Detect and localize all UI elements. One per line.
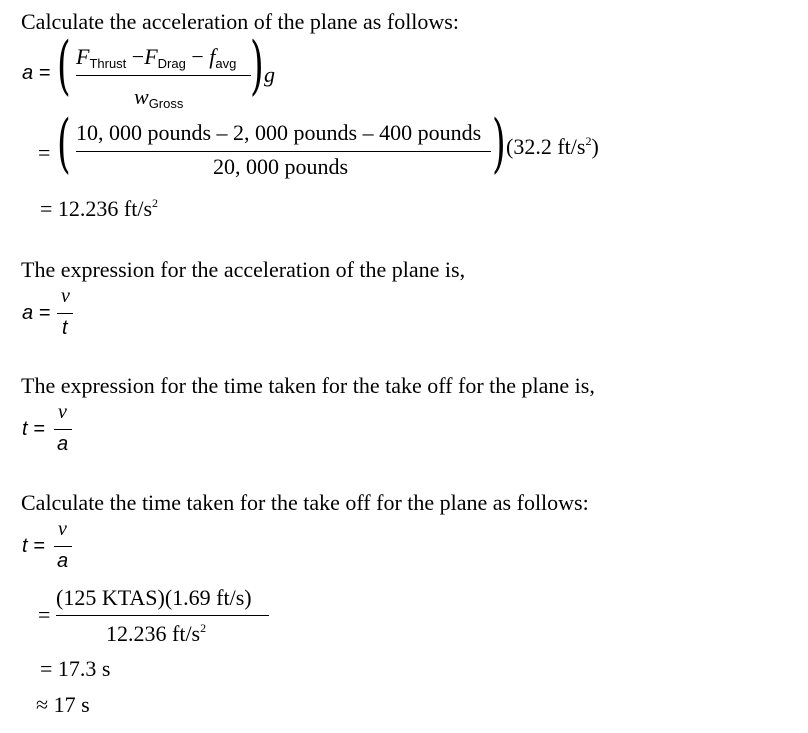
denominator-values: 20, 000 pounds: [213, 154, 349, 179]
denominator-values: [106, 621, 206, 647]
fraction-bar: [76, 151, 491, 152]
avg-subscript: avg: [215, 56, 237, 71]
velocity-symbol: v: [58, 518, 67, 540]
fraction-bar: [56, 615, 269, 616]
numerator-values: (125 KTAS)(1.69 ft/s): [56, 585, 252, 610]
drag-subscript: Drag: [157, 56, 186, 71]
gravity-symbol: g: [264, 62, 275, 87]
w-gross-symbol: w: [134, 84, 149, 109]
equals-sign: =: [38, 140, 51, 165]
time-approx-result: ≈ 17 s: [36, 692, 90, 717]
thrust-subscript: Thrust: [89, 56, 127, 71]
accel-symbol: a: [57, 550, 69, 572]
close-paren: ): [591, 134, 599, 159]
accel-expression-heading: The expression for the acceleration of the plane is,: [21, 257, 466, 282]
right-paren: ): [250, 29, 264, 103]
velocity-symbol: v: [61, 285, 70, 307]
numerator-forces: [76, 44, 236, 71]
result-text: = 12.236 ft/s: [40, 196, 153, 221]
result-exponent: 2: [152, 196, 159, 210]
velocity-symbol: v: [58, 401, 67, 423]
fraction-bar: [54, 546, 72, 547]
fraction-bar: [57, 313, 73, 314]
time-calc-heading: Calculate the time taken for the take off for the plane as follows:: [21, 490, 589, 515]
gross-subscript: Gross: [148, 96, 184, 111]
time-lhs: t =: [22, 418, 45, 440]
open-paren: (: [506, 134, 514, 159]
gravity-value: [506, 134, 599, 160]
time-expression-heading: The expression for the time taken for the take off for the plane is,: [21, 373, 595, 398]
fraction-bar: [76, 75, 251, 76]
acceleration-result: [40, 196, 158, 222]
time-result: = 17.3 s: [40, 656, 111, 681]
time-symbol: t: [62, 317, 68, 339]
numerator-values: 10, 000 pounds – 2, 000 pounds – 400 pounds: [76, 120, 482, 145]
f-avg-symbol: f: [209, 44, 216, 69]
denominator-number: 12.236 ft/s: [106, 621, 201, 646]
accel-heading: Calculate the acceleration of the plane as follows:: [21, 9, 459, 34]
denominator-exponent: 2: [200, 621, 207, 635]
minus-sign: −: [191, 44, 204, 69]
denominator-weight: [134, 84, 183, 111]
gravity-exponent: 2: [585, 134, 592, 148]
accel-lhs: a =: [22, 302, 51, 324]
right-paren: ): [492, 107, 506, 181]
accel-lhs: a =: [22, 62, 51, 84]
time-lhs: t =: [22, 535, 45, 557]
equals-sign: =: [38, 602, 51, 627]
minus-sign: −: [131, 44, 145, 69]
f-thrust-symbol: F: [76, 44, 90, 69]
f-drag-symbol: F: [144, 44, 158, 69]
left-paren: (: [57, 107, 71, 181]
gravity-number: 32.2 ft/s: [513, 134, 586, 159]
left-paren: (: [57, 29, 71, 103]
fraction-bar: [54, 429, 72, 430]
accel-symbol: a: [57, 433, 69, 455]
